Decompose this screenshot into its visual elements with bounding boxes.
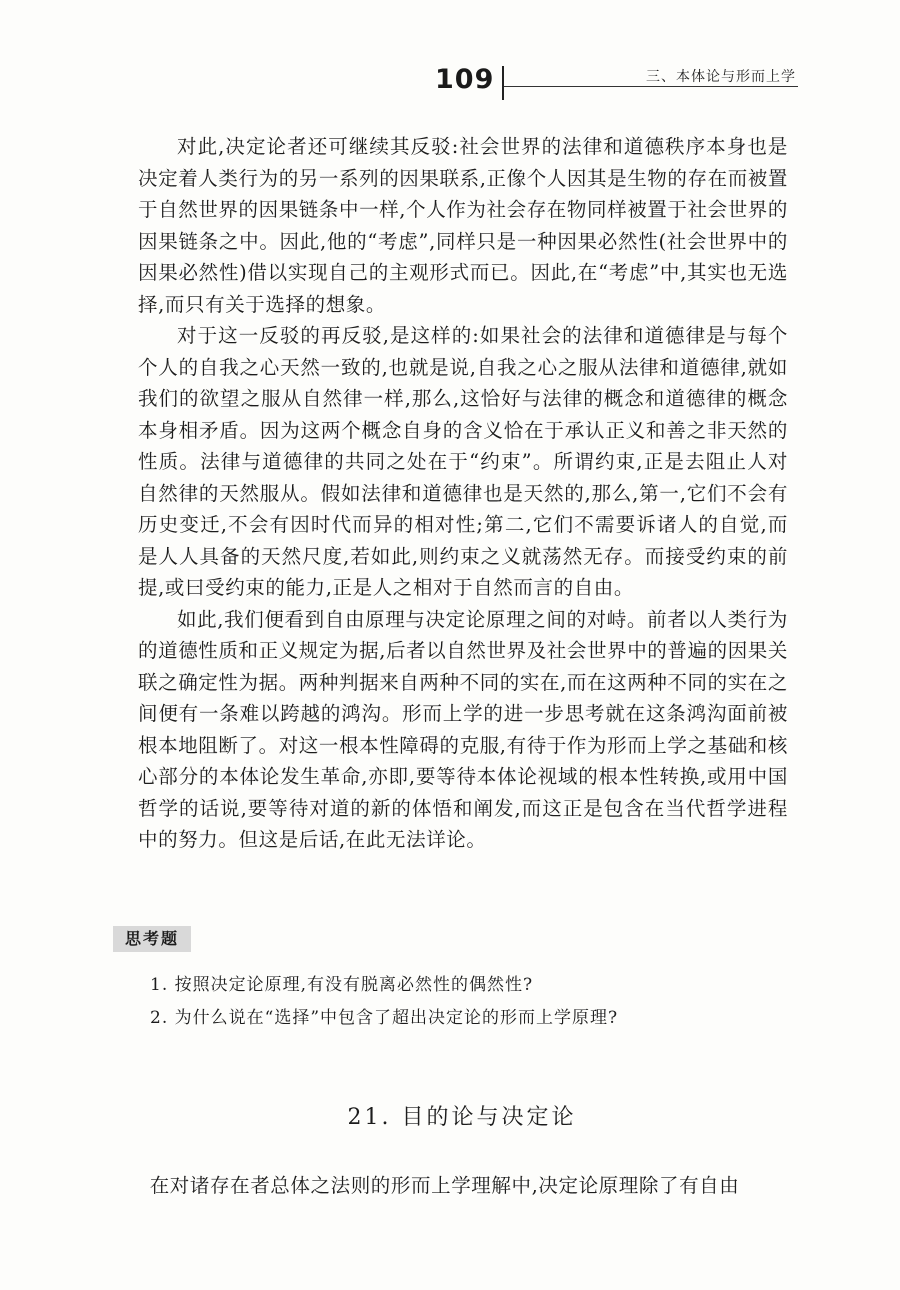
paragraph: 对于这一反驳的再反驳,是这样的:如果社会的法律和道德律是与每个个人的自我之心天然一致的,也就是说,自我之心之服从法律和道德律,就如我们的欲望之服从自然律一样,那么,这恰好与法律的概念和道德律的概念本身相矛盾。因为这两个概念自身的含义恰在于承认正义和善之非天然的性质。法律与道德律的共同之处在于“约束”。所谓约束,正是去阻止人对自然律的天然服从。假如法律和道德律也是天然的,那么,第一,它们不会有历史变迁,不会有因时代而异的相对性;第二,它们不需要诉诸人的自觉,而是人人具备的天然尺度,若如此,则约束之义就荡然无存。而接受约束的前提,或曰受约束的能力,正是人之相对于自然而言的自由。 [138,324,788,599]
section-title: 三、本体论与形而上学 [646,69,796,85]
running-header [420,58,800,108]
page-number: 109 [435,64,495,95]
body-text [138,131,788,856]
header-divider [502,66,504,100]
chapter-heading: 21. 目的论与决定论 [347,1105,577,1130]
question-item: 2. 为什么说在“选择”中包含了超出决定论的形而上学原理? [150,1008,619,1028]
paragraph: 在对诸存在者总体之法则的形而上学理解中,决定论原理除了有自由 [149,1174,740,1197]
paragraph: 对此,决定论者还可继续其反驳:社会世界的法律和道德秩序本身也是决定着人类行为的另一系列的因果联系,正像个人因其是生物的存在而被置于自然世界的因果链条中一样,个人作为社会存在物同样被置于社会世界的因果链条之中。因此,他的“考虑”,同样只是一种因果必然性(社会世界中的因果必然性)借以实现自己的主观形式而已。因此,在“考虑”中,其实也无选择,而只有关于选择的想象。 [138,135,788,316]
paragraph: 如此,我们便看到自由原理与决定论原理之间的对峙。前者以人类行为的道德性质和正义规定为据,后者以自然世界及社会世界中的普遍的因果关联之确定性为据。两种判据来自两种不同的实在,而在这两种不同的实在之间便有一条难以跨越的鸿沟。形而上学的进一步思考就在这条鸿沟面前被根本地阻断了。对这一根本性障碍的克服,有待于作为形而上学之基础和核心部分的本体论发生革命,亦即,要等待本体论视域的根本性转换,或用中国哲学的话说,要等待对道的新的体悟和阐发,而这正是包含在当代哲学进程中的努力。但这是后话,在此无法详论。 [138,607,788,851]
question-list [150,969,800,1035]
question-item: 1. 按照决定论原理,有没有脱离必然性的偶然性? [150,975,534,995]
closing-paragraph [138,1170,788,1202]
header-rule [504,86,798,87]
questions-label: 思考题 [113,926,191,952]
